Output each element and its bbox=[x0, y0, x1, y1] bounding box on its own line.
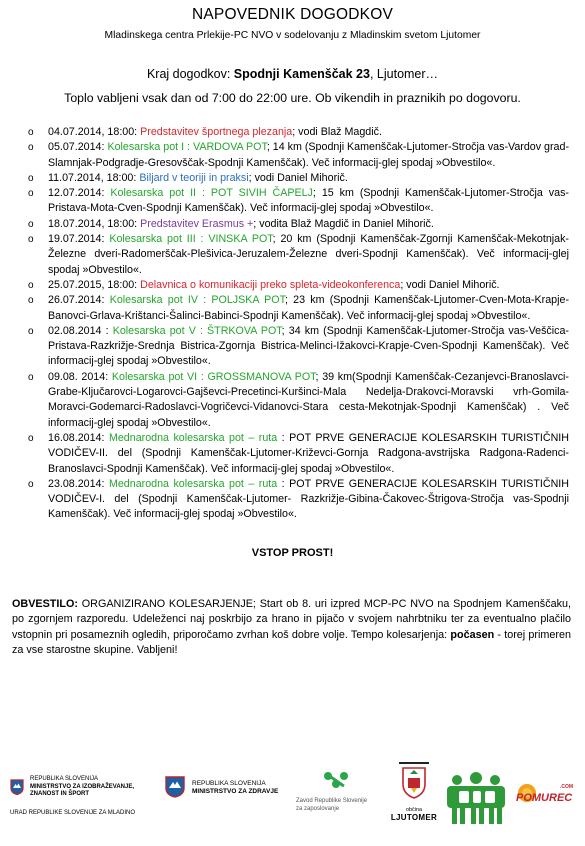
event-details: ; 34 km (Spodnji Kamenščak-Ljutomer-Stročja vas-Veščica-Pristava-Razkrižje-Srednja Bistrica-Zgornja Bistrica-Melinci-Ižakovci-Krapje-Cven-Spodnji Kamenščak). Več informacij-glej spodaj »Obvestilo«. bbox=[48, 324, 569, 368]
event-item bbox=[48, 477, 569, 523]
slovenia-coat-of-arms-icon bbox=[10, 779, 24, 795]
mcp-figures-icon bbox=[445, 768, 507, 826]
notice-text-1: ORGANIZIRANO KOLESARJENJE; Start ob 8. uri izpred MCP-PC NVO na Spodnjem Kamenščaku, po zgornjem razporedu. Udeleženci naj poskrbijo za hrano in pijačo v svojem nahrbtniku ter za eventualno plačilo vstopnin pri posameznih ogledih, priporočamo zvrhan koš dobre volje. Tempo kolesarjenja: bbox=[12, 597, 571, 641]
event-title: Delavnica o komunikaciji preko spleta-videokonferenca bbox=[140, 278, 401, 291]
event-item bbox=[48, 125, 569, 140]
event-item bbox=[48, 324, 569, 370]
zrss-line-1: Zavod Republike Slovenije bbox=[296, 798, 368, 804]
location-suffix: , Ljutomer… bbox=[369, 67, 439, 81]
event-date: 23.08.2014: bbox=[48, 477, 109, 490]
event-title: Kolesarska pot II : POT SIVIH ČAPELJ bbox=[110, 187, 313, 200]
event-title: Kolesarska pot IV : POLJSKA POT bbox=[109, 294, 285, 307]
event-location bbox=[0, 67, 585, 81]
obcina-small-label: občina bbox=[405, 807, 423, 813]
event-date: 26.07.2014: bbox=[48, 294, 110, 307]
event-details: ; 14 km (Spodnji Kamenščak-Ljutomer-Stročja vas-Vardov grad-Slamnjak-Podgradje-Gresovščak-Spodnji Kamenščak). Več informacij-glej spodaj »Obvestilo«. bbox=[48, 141, 569, 169]
event-date: 19.07.2014: bbox=[48, 233, 110, 246]
free-entry-note: VSTOP PROST! bbox=[251, 546, 334, 559]
location-address: Spodnji Kamenščak 23 bbox=[233, 67, 370, 81]
event-list bbox=[0, 125, 585, 523]
notice-label: OBVESTILO: bbox=[12, 597, 78, 610]
event-details: ; 23 km (Spodnji Kamenščak-Ljutomer-Cven-Mota-Krapje-Banovci-Grlava-Krištanci-Šalinci-Babinci-Spodnji Kamenščak). Več informacij-glej spodaj »Obvestilo«. bbox=[48, 294, 570, 322]
event-details: ; 20 km (Spodnji Kamenščak-Zgornji Kamenščak-Mekotnjak-Železne dveri-Radomerščak-Plešivica-Jeruzalem-Železne dveri-Spodnji Kamenščak). Več informacij-glej spodaj »Obvestilo«. bbox=[48, 233, 569, 276]
event-date: 18.07.2014, 18:00: bbox=[48, 217, 141, 230]
event-details: ; vodi Daniel Mihorič. bbox=[400, 278, 500, 291]
event-date: 25.07.2015, 18:00: bbox=[48, 278, 141, 291]
sponsor-logos bbox=[0, 762, 585, 846]
event-item bbox=[48, 278, 569, 293]
event-item bbox=[48, 186, 569, 217]
event-title: Biljard v teoriji in praksi bbox=[139, 171, 249, 184]
event-title: Kolesarska pot VI : GROSSMANOVA POT bbox=[111, 370, 316, 383]
mcp-logo bbox=[445, 768, 507, 831]
event-date: 04.07.2014, 18:00: bbox=[48, 126, 141, 138]
notice-pace: počasen bbox=[450, 628, 495, 641]
page-subtitle: Mladinskega centra Prlekije-PC NVO v sodelovanju z Mladinskim svetom Ljutomer bbox=[104, 30, 481, 41]
event-details: : POT PRVE GENERACIJE KOLESARSKIH TURISTIČNIH VODIČEV-II. del (Spodnji Kamenščak-Ljutomer-Križevci-Gornja Radgona-avstrijska Radgona-Radenci-Branoslavci-Spodnji Kamenščak). Več informacij-glej spodaj »Obvestilo«. bbox=[48, 431, 569, 475]
ljutomer-crest-icon bbox=[399, 762, 429, 802]
event-details: ; vodita Blaž Magdič in Daniel Mihorič. bbox=[253, 217, 434, 230]
zrss-emblem-icon bbox=[316, 768, 356, 794]
event-details: : POT PRVE GENERACIJE KOLESARSKIH TURISTIČNIH VODIČEV-I. del (Spodnji Kamenščak-Ljutomer- Razkrižje-Gibina-Čakovec-Štrigova-Stročja vas-Spodnji Kamenščak). Več informacij-glej spodaj »Obvestilo«. bbox=[48, 477, 569, 521]
event-date: 09.08. 2014: bbox=[48, 370, 112, 383]
event-item bbox=[48, 370, 569, 431]
notice-paragraph bbox=[12, 597, 571, 659]
location-prefix: Kraj dogodkov: bbox=[146, 67, 234, 81]
opening-hours: Toplo vabljeni vsak dan od 7:00 do 22:00 ure. Ob vikendih in praznikih po dogovoru. bbox=[64, 91, 521, 105]
event-item bbox=[48, 431, 569, 477]
event-item bbox=[48, 171, 569, 186]
zrss-line-2: za zaposlovanje bbox=[296, 805, 340, 812]
event-date: 12.07.2014: bbox=[48, 187, 111, 200]
pomurec-name: POMUREC bbox=[516, 792, 573, 804]
event-details: ; vodi Daniel Mihorič. bbox=[248, 171, 348, 184]
event-date: 02.08.2014 : bbox=[48, 324, 113, 337]
page-title: NAPOVEDNIK DOGODKOV bbox=[191, 6, 394, 23]
obcina-name: LJUTOMER bbox=[390, 813, 438, 822]
notice-text-2: - torej primeren za vse starostne skupine. Vabljeni! bbox=[12, 628, 572, 656]
mizs-line-3: ZNANOST IN ŠPORT bbox=[30, 791, 90, 797]
mz-line-1: REPUBLIKA SLOVENIJA bbox=[192, 780, 266, 787]
event-item bbox=[48, 293, 569, 324]
event-title: Kolesarska pot III : VINSKA POT bbox=[109, 233, 273, 246]
event-title: Mednarodna kolesarska pot – ruta bbox=[108, 431, 278, 444]
event-date: 16.08.2014: bbox=[48, 431, 109, 444]
mz-line-2: MINISTRSTVO ZA ZDRAVJE bbox=[192, 788, 279, 795]
event-date: 05.07.2014: bbox=[48, 141, 108, 154]
mizs-line-2: MINISTRSTVO ZA IZOBRAŽEVANJE, bbox=[30, 783, 135, 790]
event-details: ; 39 km(Spodnji Kamenščak-Cezanjevci-Branoslavci-Grabe-Ključarovci-Logarovci-Gajševci-Precetinci-Kuršinci-Mala Nedelja-Drakovci-Moravski vrh-Gomila-Moravci-Godemarci-Radoslavci-Vogričevci-Vidanovci-Stara cesta-Mekotnjak-Spodnji Kamenščak) . Več informacij-glej spodaj »Obvestilo«. bbox=[48, 370, 569, 429]
event-title: Kolesarska pot I : VARDOVA POT bbox=[107, 141, 267, 154]
mizs-line-1: REPUBLIKA SLOVENIJA bbox=[30, 776, 99, 782]
event-title: Mednarodna kolesarska pot – ruta bbox=[108, 477, 278, 490]
event-item bbox=[48, 232, 569, 278]
event-title: Predstavitev športnega plezanja bbox=[140, 126, 293, 138]
pomurec-com-label: .COM bbox=[560, 784, 574, 790]
event-details: ; vodi Blaž Magdič. bbox=[292, 126, 382, 138]
event-details: ; 15 km (Spodnji Kamenščak-Ljutomer-Stročja vas-Pristava-Mota-Cven-Spodnji Kamenščak). Več informacij-glej spodaj »Obvestilo«. bbox=[48, 187, 569, 215]
event-date: 11.07.2014, 18:00: bbox=[48, 171, 140, 184]
event-item bbox=[48, 140, 569, 171]
event-title: Kolesarska pot V : ŠTRKOVA POT bbox=[112, 324, 282, 337]
mizs-line-4: URAD REPUBLIKE SLOVENIJE ZA MLADINO bbox=[10, 810, 136, 816]
event-title: Predstavitev Erasmus + bbox=[140, 217, 254, 230]
slovenia-coat-of-arms-icon bbox=[165, 776, 185, 798]
event-item bbox=[48, 217, 569, 232]
